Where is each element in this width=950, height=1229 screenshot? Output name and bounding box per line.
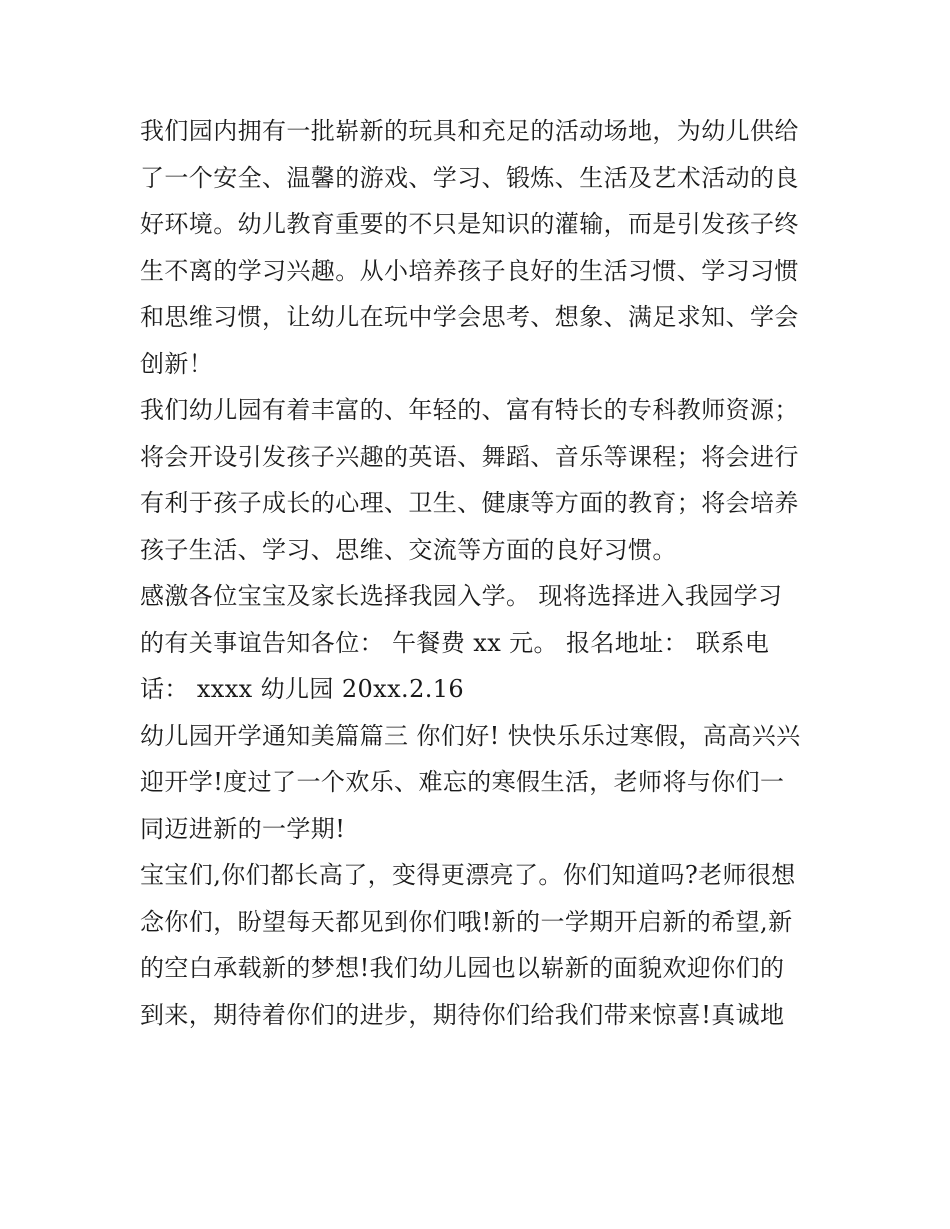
paragraph-welcome xyxy=(140,852,820,1038)
text-line: 将会开设引发孩子兴趣的英语、舞蹈、音乐等课程；将会进行 xyxy=(140,442,799,471)
text-line: 和思维习惯，让幼儿在玩中学会思考、想象、满足求知、学会 xyxy=(140,303,799,331)
text-line: 幼儿园开学通知美篇篇三 你们好! 快快乐乐过寒假，高高兴兴 xyxy=(140,721,801,750)
paragraph-enrollment xyxy=(140,573,820,713)
text-line: 的空白承载新的梦想!我们幼儿园也以崭新的面貌欢迎你们的 xyxy=(140,954,785,982)
text-line: 创新！ xyxy=(140,349,214,378)
text-line: 同迈进新的一学期! xyxy=(140,814,346,843)
text-line: 生不离的学习兴趣。从小培养孩子良好的生活习惯、学习习惯 xyxy=(140,256,799,285)
text-line: 我们幼儿园有着丰富的、年轻的、富有特长的专科教师资源； xyxy=(140,396,799,424)
paragraph-facilities xyxy=(140,108,820,387)
document-body xyxy=(140,108,820,1038)
text-line: 的有关事谊告知各位： 午餐费 xx 元。 报名地址： 联系电 xyxy=(140,628,770,657)
text-line: 到来，期待着你们的进步，期待你们给我们带来惊喜!真诚地 xyxy=(140,1000,785,1029)
text-line: 迎开学!度过了一个欢乐、难忘的寒假生活，老师将与你们一 xyxy=(140,768,785,796)
text-line: 孩子生活、学习、思维、交流等方面的良好习惯。 xyxy=(140,535,677,564)
text-line: 话： xxxx 幼儿园 20xx.2.16 xyxy=(140,675,465,703)
text-line: 念你们，盼望每天都见到你们哦!新的一学期开启新的希望,新 xyxy=(140,907,793,936)
paragraph-notice-three xyxy=(140,713,820,853)
text-line: 感激各位宝宝及家长选择我园入学。 现将选择进入我园学习 xyxy=(140,582,783,610)
paragraph-teachers xyxy=(140,387,820,573)
text-line: 了一个安全、温馨的游戏、学习、锻炼、生活及艺术活动的良 xyxy=(140,163,799,192)
text-line: 宝宝们,你们都长高了，变得更漂亮了。你们知道吗?老师很想 xyxy=(140,861,796,889)
text-line: 好环境。幼儿教育重要的不只是知识的灌输，而是引发孩子终 xyxy=(140,210,799,238)
text-line: 有利于孩子成长的心理、卫生、健康等方面的教育；将会培养 xyxy=(140,489,799,517)
text-line: 我们园内拥有一批崭新的玩具和充足的活动场地，为幼儿供给 xyxy=(140,117,799,145)
